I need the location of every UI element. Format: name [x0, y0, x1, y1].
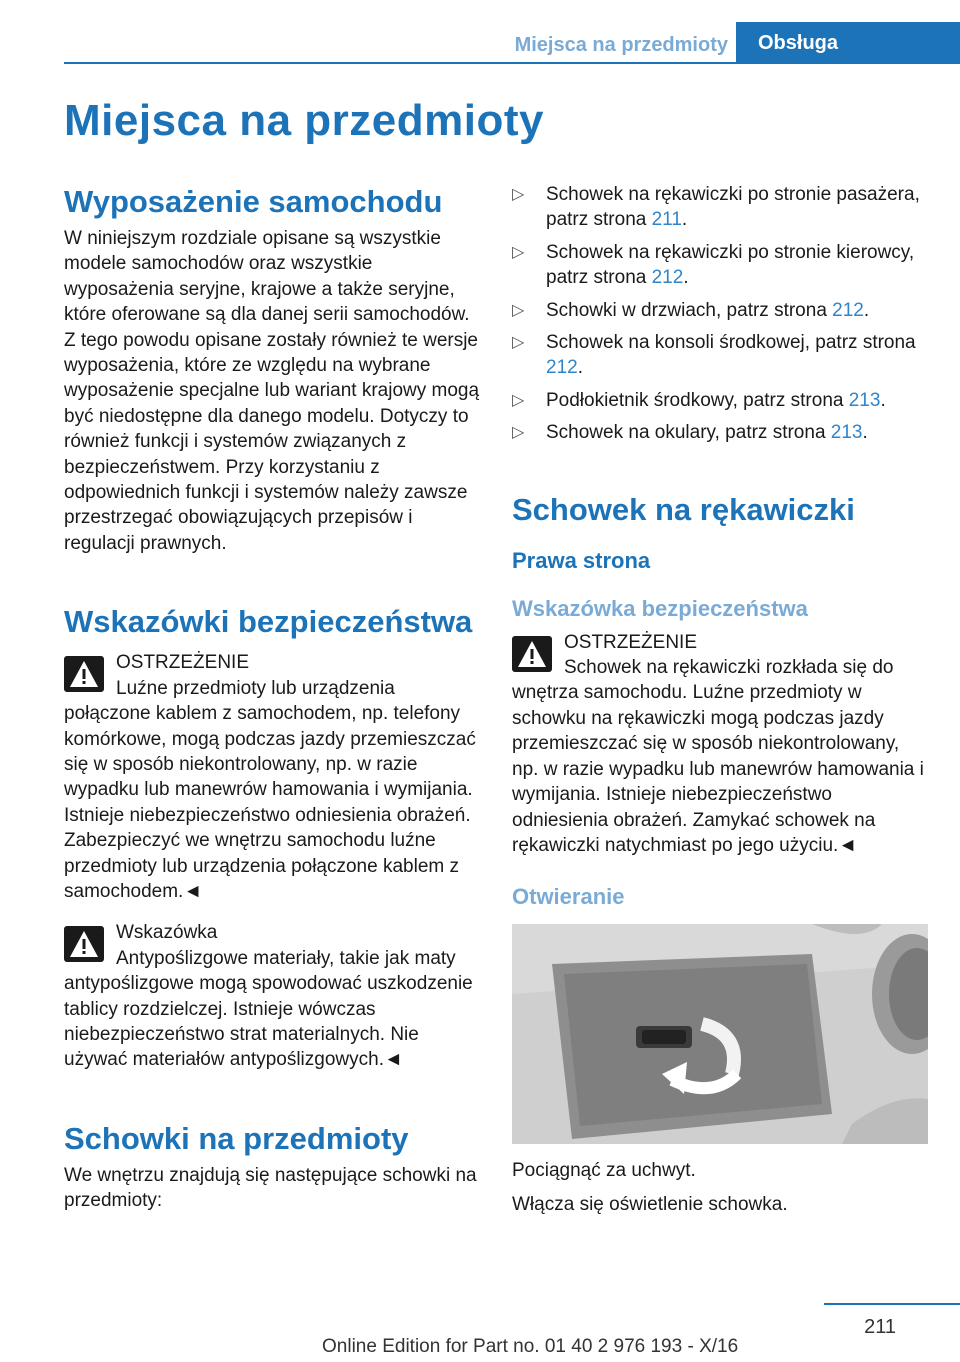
triangle-right-icon: ▷	[512, 391, 525, 409]
page-link[interactable]: 212	[832, 299, 864, 321]
glovebox-photo	[512, 924, 928, 1144]
page-link[interactable]: 213	[848, 389, 881, 411]
warning-block-2	[64, 920, 482, 1072]
warning-block-1	[64, 650, 482, 904]
warning-triangle-icon	[512, 636, 552, 672]
triangle-right-icon: ▷	[512, 186, 525, 203]
storage-intro: We wnętrzu znajdują się następujące schowki na przedmioty:	[64, 1164, 477, 1212]
page-number: 211	[864, 1316, 896, 1338]
opening-step-2: Włącza się oświetlenie schowka.	[512, 1193, 788, 1215]
list-item: ▷ Podłokietnik środkowy, patrz strona 213.	[512, 388, 930, 413]
page-title: Miejsca na przedmioty	[64, 96, 544, 145]
section-title-storage: Schowki na przedmioty	[64, 1120, 409, 1156]
storage-list	[512, 182, 930, 446]
list-item: ▷ Schowek na rękawiczki po stronie pasażera, patrz strona 211.	[512, 184, 920, 231]
warning-text: Luźne przedmioty lub urządzenia połączone kablem z samochodem, np. telefony komórkowe, mogą podczas jazdy przemieszczać się w sposób niekontrolowany, np. w razie wypadku lub manewrów hamowania i wymijania. Istnieje niebezpieczeństwo odniesienia obrażeń. Zabezpieczyć we wnętrzu samochodu luźne przedmioty lub urządzenia połączone kablem z samochodem.◄	[64, 677, 476, 902]
left-column	[64, 182, 482, 1214]
note-text: Antypoślizgowe materiały, takie jak maty antypoślizgowe mogą spowodować uszkodzenie tablicy rozdzielczej. Istnieje wówczas niebezpieczeństwo strat materialnych. Nie używać materiałów antypoślizgowych.◄	[64, 947, 473, 1071]
triangle-right-icon: ▷	[512, 301, 525, 319]
triangle-right-icon: ▷	[512, 424, 525, 442]
warning-title: OSTRZEŻENIE	[564, 631, 698, 653]
subsection-safety-note: Wskazówka bezpieczeństwa	[512, 595, 808, 621]
warning-block-3	[512, 630, 930, 859]
opening-step-1: Pociągnąć za uchwyt.	[512, 1160, 696, 1182]
list-item: ▷ Schowek na okulary, patrz strona 213.	[512, 420, 930, 445]
triangle-right-icon: ▷	[512, 243, 525, 261]
warning-text: Schowek na rękawiczki rozkłada się do wnętrza samochodu. Luźne przedmioty w schowku na rękawiczki mogą podczas jazdy przemieszczać się w sposób niekontrolowany, np. w razie wypadku lub manewrów hamowania i wymijania. Istnieje niebezpieczeństwo odniesienia obrażeń. Zamykać schowek na rękawiczki natychmiast po jego użyciu.◄	[512, 657, 924, 856]
footer-rule	[824, 1303, 960, 1305]
page-link[interactable]: 211	[651, 209, 682, 231]
section-title-equipment: Wyposażenie samochodu	[64, 184, 443, 219]
header-chapter-tab: Obsługa	[736, 22, 960, 62]
warning-triangle-icon	[64, 656, 104, 692]
header-rule	[64, 62, 960, 64]
subsection-right-side: Prawa strona	[512, 547, 651, 573]
equipment-paragraph: W niniejszym rozdziale opisane są wszystkie modele samochodów oraz wszystkie wyposażenia seryjne, krajowe a także seryjne, które oferowane są dla danej serii samochodów. Z tego powodu opisane zostały również te wersje wyposażenia, które ze względu na wybrane wyposażenie specjalne lub wariant krajowy mogą być niedostępne dla danego modelu. Dotyczy to również funkcji i systemów związanych z bezpieczeństwem. Przy korzystaniu z odpowiednich funkcji i systemów należy zawsze przestrzegać obowiązujących przepisów i regulacji prawnych.	[64, 228, 480, 554]
section-title-safety: Wskazówki bezpieczeństwa	[64, 604, 473, 640]
warning-triangle-icon	[64, 926, 104, 962]
list-item: ▷ Schowek na rękawiczki po stronie kierowcy, patrz strona 212.	[512, 241, 915, 289]
page-link[interactable]: 212	[651, 267, 684, 289]
note-title: Wskazówka	[116, 922, 218, 944]
page-link[interactable]: 213	[830, 422, 863, 444]
warning-title: OSTRZEŻENIE	[116, 652, 250, 674]
subsection-opening: Otwieranie	[512, 884, 625, 910]
right-column	[512, 182, 930, 1217]
header-section-title: Miejsca na przedmioty	[514, 34, 728, 56]
list-item: ▷ Schowek na konsoli środkowej, patrz strona 212.	[512, 332, 916, 379]
section-title-glovebox: Schowek na rękawiczki	[512, 491, 855, 527]
triangle-right-icon: ▷	[512, 334, 525, 352]
list-item: ▷ Schowki w drzwiach, patrz strona 212.	[512, 298, 930, 323]
footer-edition: Online Edition for Part no. 01 40 2 976 193 - X/16	[322, 1336, 739, 1357]
page-link[interactable]: 212	[546, 357, 578, 379]
